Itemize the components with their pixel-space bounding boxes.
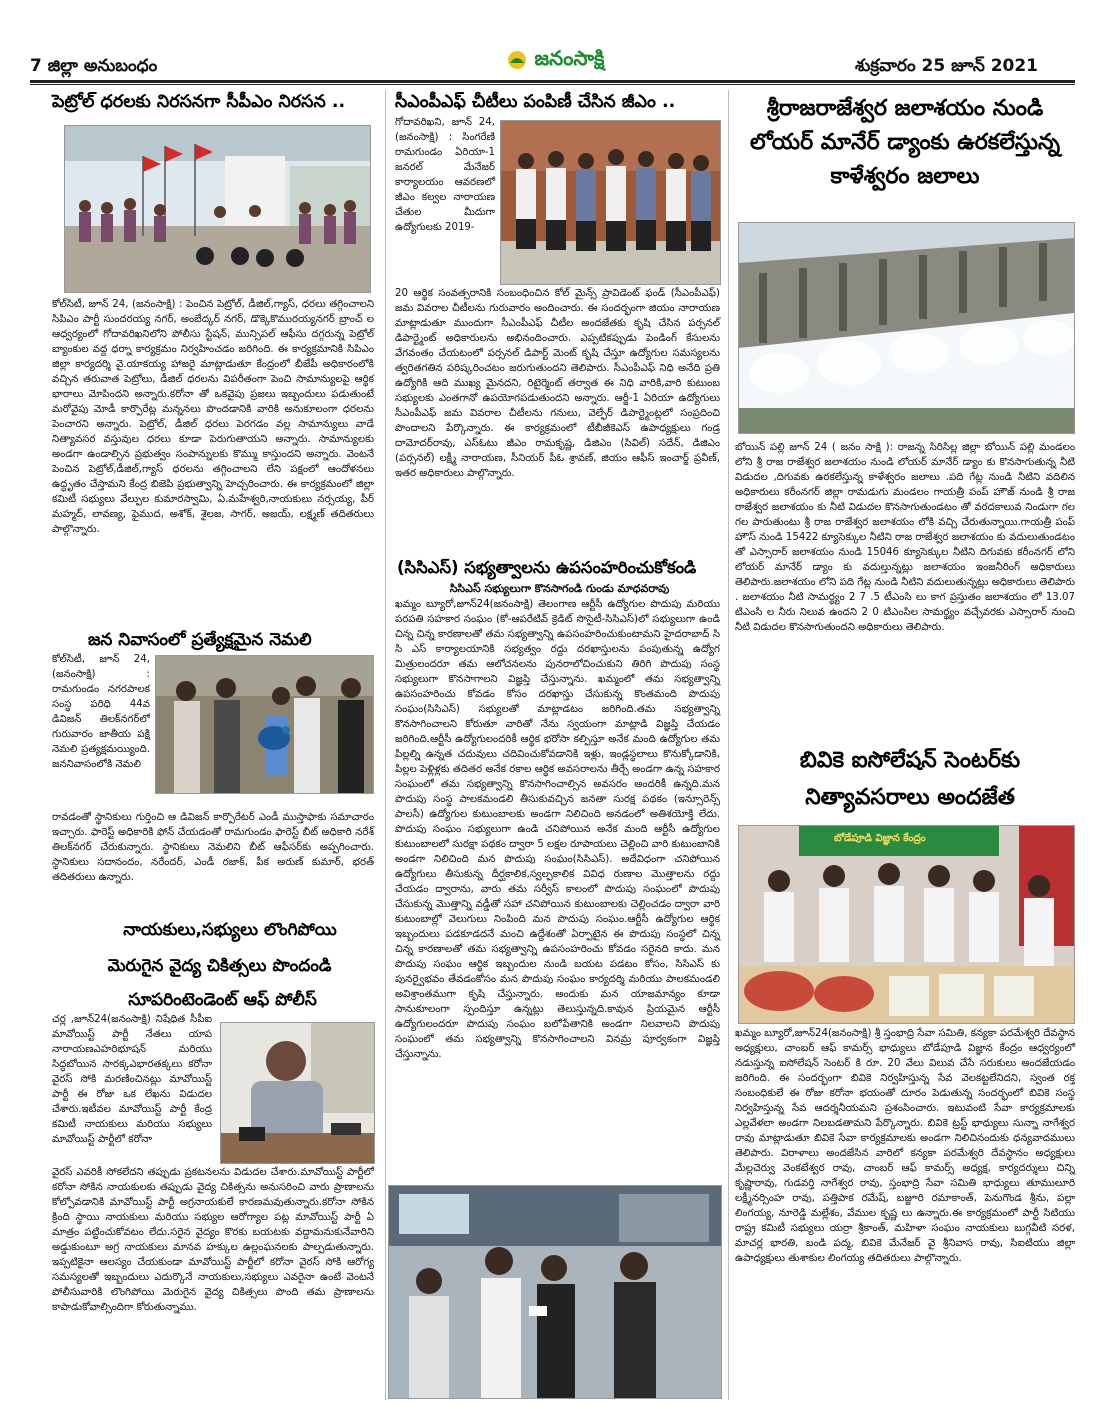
masthead-emblem-icon: [506, 49, 528, 71]
column-divider-1: [385, 90, 386, 1400]
story4-photo: [155, 655, 374, 794]
story3-headline: శ్రీరాజరాజేశ్వర జలాశయం నుండి లోయర్ మానేర్ డ్యాంకు ఉరకలేస్తున్న కాళేశ్వరం జలాలు: [750, 96, 1060, 190]
story6-headline: బివికె ఐసోలేషన్ సెంటర్‌కు నిత్యావసరాలు అందజేత: [799, 748, 1021, 811]
story2-photo: [500, 120, 721, 285]
story2-lead: గోదావరిఖని, జూన్ 24, (జనంసాక్షి) : సింగరేణి రామగుండం ఏరియా-1 జనరల్ మేనేజర్ కార్యాలయం ఆవరణలో జీఎం కల్వల నారాయణ చేతుల మీదుగా ఉద్యోగులకు 2019-: [395, 117, 495, 233]
story4-body: రావడంతో స్థానికులు గుర్తించి ఆ డివిజన్ కార్పొరేటర్ ఎండీ ముస్తాఫాకు సమాచారం ఇచ్చారు. ఫారెస్ట్ అధికారికి ఫోన్ చేయడంతో రామగుండం ఫారెస్ట్ బీట్ అధికారి నరేశ్ తిలక్‌నగర్ చేరుకున్నారు. స్థానికులు నెమలిని బీట్ ఆఫీసర్‌కు అప్పగించారు. స్థానికులు సదానందం, నరేందర్, ఎండీ రజాక్, పీక అరుణ్ కుమార్, భరత్ తదితరులు ఉన్నారు.: [52, 812, 374, 883]
masthead-logo: [495, 46, 615, 76]
story1-headline: పెట్రోల్ ధరలకు నిరసనగా సీపీఎం నిరసన ..: [52, 92, 346, 112]
story2-headline: సీఎంపీఎఫ్ చీటీలు పంపిణీ చేసిన జీఎం ..: [395, 92, 676, 112]
story2-body: 20 ఆర్థిక సంవత్సరానికి సంబంధించిన కోల్ మైన్స్ ప్రావిడెంట్ ఫండ్ (సీఎంపీఎఫ్) జమ వివరాల చీటీలను గురువారం అందించారు. ఈ సందర్భంగా జియం నారాయణ మాట్లాడుతూ ముందుగా సీఎంపీఎఫ్ చీటీల అందజేతకు కృషి చేసిన పర్సనల్ డిపార్ట్మెంట్ అధికారులను అభినందించారు. ఎప్పటికప్పుడు పెండింగ్ కేసులను వేగవంతం చేయటంలో పర్సనల్ డిపార్ట్ మెంట్ కృషి చేస్తూ ఉద్యోగుల సమస్యలను త్వరితగతిన పరిష్కరించటం జరుగుతుందని తెలిపారు. సీఎంపీఎఫ్ నిధి అనేది ప్రతి ఉద్యోగికి ఆది ముఖ్య మైనదని, రిటైర్మెంట్ తర్వాత ఈ నిధి వారికి,వారి కుటుంబ సభ్యులకు ఎంతగానో ఉపయోగపడుతుందని అన్నారు. ఆర్జీ-1 ఏరియా ఉద్యోగులు సీఎంపీఎఫ్ జమ వివరాల చీటీలను గనులు, వెల్ఫేర్ డిపార్ట్మెంట్లలో సంప్రదించి పొందాలని పేర్కొన్నారు. ఈ కార్యక్రమంలో టీబీజీకెఎస్ ఉపాధ్యక్షులు గండ్ర దామోదర్‌రావు, ఎస్ఓటు జీఎం రామకృష్ణ, డిజిఎం (సివిల్) సదేన్, డిజిఎం (పర్సనల్) లక్ష్మీ నారాయణ, సీనియర్ పీఓ శ్రావణ్, జియం ఆఫీస్ ఇంచార్జ్ ప్రవీణ్, ఇతర అధికారులు పాల్గొన్నారు.: [395, 288, 720, 479]
header-rule-thin: [30, 84, 1075, 85]
story5-headline: (సిసిఎస్) సభ్యత్వాలను ఉపసంహరించుకోకండి: [397, 558, 697, 577]
header-rule: [30, 80, 1075, 83]
story3-body: బోయిన్ పల్లి జూన్ 24 ( జనం సాక్షి ): రాజన్న సిరిసిల్ల జిల్లా బోయిన్ పల్లి మండలం లోని శ్రీ రాజ రాజేశ్వర జలాశయం నుండి లోయర్ మానేర్ డ్యాం కు కొనసాగుతున్న నీటి విడుదల ,దిగువకు ఉరకలేస్తున్న కాళేశ్వరం జలాలు .పది గేట్ల నుండి నీటిని వదిలిన అధికారులు కరీంనగర్ జిల్లా రామడుగు మండలం గాయత్రీ పంప్ హౌజ్ నుండి శ్రీ రాజ రాజేశ్వర జలాశయం కు నీటి విడుదల కొనసాగుతుండటం తో వరదకాలువ నిండుగా గల గల పారుతుంటు శ్రీ రాజ రాజేశ్వర జలాశయం లోకి వచ్చి చేరుతున్నాయి.గాయత్రీ పంప్ హౌస్ నుండి 15422 క్యూసెక్కుల నీటిని రాజ రాజేశ్వర జలాశయం కు వదులుతుండటం తో ఎస్సారార్ జలాశయం నుండి 15046 క్యూసెక్కుల నీటిని దిగువకు కరీంనగర్ లోని లోయర్ మానేర్ డ్యాం కు వదుల్తున్నట్లు జలాశయం ఇంజనీరింగ్ అధికారులు తెలిపారు.జలాశయం లోని పది గేట్ల నుండి నీటిని వదులుతున్నట్లు అధికారులు తెలిపారు . జలాశయం నీటి సామర్థ్యం 2 7 .5 టీఎంసి లు కాగ ప్రస్తుతం జలాశయం లో 13.07 టిఎంసి ల నీరు నిలువ ఉందని 2 0 టిఎంసిల సామర్థ్యం వచ్చేవరకు ఎస్సారార్ నుంచి నీటి విడుదల కొనసాగుతుందని అధికారులు తెలిపారు.: [735, 442, 1075, 633]
story6-body: ఖమ్మం బ్యూరో,జూన్24(జనంసాక్షి) శ్రీ స్తంభాద్రి సేవా సమితి, కన్యకా పరమేశ్వరి దేవస్థాన అధ్యక్షులు, చాంబర్ ఆఫ్ కామర్స్ భాధ్యులు బోడేపూడి విజ్ఞాన కేంద్రం ఆధ్వర్యంలో నడుస్తున్న ఐసోలేషన్ సెంటర్ కి రూ. 20 వేలు విలువ చేసే సరుకులు అందజేయడం జరిగింది. ఈ సందర్భంగా బివికె నిర్వహిస్తున్న సేవ వెలకట్టలేనిదని, స్వంత రక్త సంబంధికులే ఈ రోజు కరోనా భయంతో దూరం పెడుతున్న సందర్భంలో బివికె సంస్థ నిర్వహిస్తున్న సేవ ఆదర్శనీయమని ప్రశంసించారు. ఇటువంటి సేవా కార్యక్రమాలకు ఎల్లవేళలా అండగా నిలబడతామని పేర్కొన్నారు. బివికె ట్రస్ట్ భాధ్యులు సున్నా నాగేశ్వర రావు మాట్లాడుతూ బివికె సేవా కార్యక్రమాలకు అండగా నిలిచినందుకు ధన్యవాదములు తెలిపారు. విరాళాలు అందజేసిన వారిలో కన్యకా పరమేశ్వరి దేవస్థానం అధ్యక్షులు మేల్లచెర్వు వెంకటేశ్వర రావు, చాంబర్ ఆఫ్ కామర్స్ అధ్యక్ష, కార్యదర్శులు చిన్ని కృష్ణారావు, గుడవర్తి నాగేశ్వర రావు, స్తంభాద్రి సేవా సమితి భాధ్యులు తూములూరి లక్ష్మీనర్సింహ రావు, పత్తిపాక రమేష్, బజ్జూరి రమాకాంత్, పెనుగొండ శ్రీను, పల్లా లింగయ్య, నూరెడ్డి మల్లేశం, వేముల కృష్ణ లు ఉన్నారు.ఈ కార్యక్రమంలో పార్టీ సిటియు రాష్ట్ర కమిటీ సభ్యులు యర్రా శ్రీకాంత్, మహిళా సంఘం నాయకులు బుగ్గవీటి సరళ, మాచర్ల భారతి, బండి పద్మ, బివికె మేనేజర్ వై శ్రీనివాస రావు, సిఐటియు జిల్లా ఉపాధ్యక్షులు తుశాకుల లింగయ్య తదితరులు పాల్గొన్నారు.: [735, 1028, 1075, 1264]
issue-date: శుక్రవారం 25 జూన్ 2021: [855, 56, 1039, 76]
story1-body: కోల్‌సిటీ, జూన్ 24, (జనంసాక్షి) : పెంచిన పెట్రోల్, డీజిల్,గ్యాస్, ధరలు తగ్గించాలని సిపిఎం పార్టీ సుందరయ్య నగర్, అంబేద్కర్ నగర్, డొక్కెకొమురయ్యనగర్ బ్రాంచ్ ల ఆధ్వర్యంలో గోదావరిఖనిలోని పోలీసు స్టేషన్, మున్సిపల్ ఆఫీసు దగ్గరున్న పెట్రోల్ బ్యాంకుల వద్ద ధర్నా కార్యక్రమం నిర్వహించడం జరిగింది. ఈ కార్యక్రమానికి సిపిఎం జిల్లా కార్యదర్శి వై.యాకయ్య హాజరై మాట్లాడుతూ కేంద్రంలో బీజేపీ అధికారంలోకి వచ్చిన తరువాత పెట్రోలు, డీజిల్ ధరలను విపరీతంగా పెంచి సామాన్యులపై ఆర్థిక భారాలు మోపిందని అన్నారు.కరోనా తో ఒకవైపు ప్రజలు ఇబ్బందులు పడుతుంటే మరోవైపు మోడీ కార్పొరేట్ల మన్ననలు పొందడానికి వారికి అనుకూలంగా ధరలను పెంచారని అన్నారు. పెట్రోల్, డీజిల్ ధరలు పెరగడం వల్ల సామాన్యులు వాడే నిత్యావసర వస్తువుల ధరలు కూడా పెరుగుతాయని అన్నారు. సామాన్యులకు అండగా ఉండాల్సిన ప్రభుత్వం సంపాన్నులకు కొమ్ము కాస్తుందని అన్నారు. వెంటనే పెంచిన పెట్రోల్,డీజిల్,గ్యాస్ ధరలను తగ్గించాలని లేని పక్షంలో ఆందోళనలు ఉద్ధృతం చేస్తామని కేంద్ర బిజెపి ప్రభుత్వాన్ని హెచ్చరించారు. ఈ కార్యక్రమంలో జిల్లా కమిటీ సభ్యులు వేల్పుల కుమారస్వామి, ఏ.మహేశ్వరి,నాయకులు నర్సయ్య, పీర్ మహ్మద్, లావణ్య, ఫైముద, అశోక్, శైలజ, సాగర్, అజయ్, లక్ష్మణ్ తదితరులు పాల్గొన్నారు.: [52, 299, 374, 535]
story3-photo: [738, 222, 1075, 434]
story4-headline: జన నివాసంలో ప్రత్యేక్షమైన నెమలి: [88, 630, 312, 650]
story7-headline-line3: సూపరింటెండెంట్ ఆఫ్ పోలీస్: [128, 990, 317, 1010]
story5-photo: [388, 1185, 722, 1399]
story7-headline-line2: మెరుగైన వైద్య చికిత్సలు పొందండి: [107, 956, 332, 976]
story5-subhead: సిసిఎస్ సభ్యులుగా కొనసాగండి గుండు మాధవరావు: [449, 582, 670, 595]
story6-banner-text: బోడేపూడి విజ్ఞాన కేంద్రం: [834, 833, 926, 844]
story7-headline-line1: నాయకులు,సభ్యులు లొంగిపోయి: [123, 920, 337, 940]
column-divider-2: [728, 90, 729, 1400]
story4-lead: కోల్‌సిటీ, జూన్ 24, (జనంసాక్షి) : రామగుండం నగరపాలక సంస్థ పరిధి 44వ డివిజన్ తిలక్‌నగర్‌లో గురువారం జాతీయ పక్షి నెమలి ప్రత్యక్షమయ్యింది. జననివాసంలోకి నెమలి: [52, 654, 150, 770]
story5-body: ఖమ్మం బ్యూరో,జూన్24(జనంసాక్షి) తెలంగాణ ఆర్టీసీ ఉద్యోగుల పొదుపు మరియు పరపతి సహకార సంఘం (కో-ఆపరేటివ్ క్రెడిట్ సొసైటీ-సిసిఎస్)లో సభ్యులుగా ఉండి చిన్న చిన్న కారణాలతో తమ సభ్యత్వాన్ని ఉపసంహరించుకుంటామని హైదరాబాద్ సి సి ఎస్ కార్యాలయానికి సభ్యత్వం రద్దు దరఖాస్తులను పంపుతున్న ఉద్యోగ మిత్రులందరూ తమ ఆలోచనలను పునరాలోచించుకుని తిరిగి పొదుపు సంస్థ సభ్యులుగా కొనసాగాలని విజ్ఞప్తి చేస్తున్నాను. ఖమ్మంలో తమ సభ్యత్వాన్ని ఉపసంహరించు కోవడం కోసం దరఖాస్తు చేసుకున్న కొంతమంది పొదుపు సంఘం(సిసిఎస్) సభ్యులతో మాట్లాడటం జరిగింది.తమ సభ్యత్వాన్ని కొనసాగించాలని కోరుతూ వారితో నేను స్వయంగా మాట్లాడి విజ్ఞప్తి చేయడం జరిగింది.ఆర్టీసీ ఉద్యోగులందరికీ ఆర్థిక భరోసా కల్పిస్తూ అనేక మంది ఉద్యోగుల తమ పిల్లల్ని ఉన్నత చదువులు చదివించుకోవడానికి ఇళ్లు, ఇండ్లస్థలాలు కొనుక్కోడానికి, పిల్లల పెళ్లిళ్లకు తదితర అనేక రకాల ఆర్థిక అవసరాలను తీర్చే అండగా ఉన్న సహకార సంఘంలో తమ సభ్యత్వాన్ని కొనసాగించాల్సిన అవసరం అందరికీ ఉన్నది.మన పొదుపు సంస్థ పాలకమండలి తీసుకువచ్చిన జనతా సురక్ష పథకం (ఇన్సూరెన్స్ పాలసీ) ఉద్యోగుల కుటుంబాలకు అండగా నిలిచింది అనడంలో అతిశయోక్తి లేదు. పొదుపు సంఘం సభ్యులుగా ఉండి చనిపోయిన అనేక మంది ఆర్టీసీ ఉద్యోగుల కుటుంబాలలో సురక్షా పథకం ద్వారా 5 లక్షల రూపాయలు చెల్లించి వారి కుటుంబానికి అండగా నిలిచింది మన పొదుపు సంఘం(సిసిఎస్). అదేవిధంగా చనిపోయిన ఉద్యోగులు తీసుకున్న దీర్ఘకాలిక,స్వల్పకాలిక వివిధ రుణాల మొత్తాలను రద్దు చేయడం ద్వారాను, వారు తమ సర్వీస్ కాలంలో పొదుపు సంఘంలో పొదుపు చేసుకున్న మొత్తాన్ని వడ్డీతో సహా చనిపోయిన కుటుంబాలకు చెల్లించడం ద్వారా వారి కుటుంబాల్లో వెలుగులు నింపింది మన పొదుపు సంఘం.ఆర్టీసీ ఉద్యోగుల ఆర్థిక ఇబ్బందులు పడకూడదనే మంచి ఉద్దేశంతో ఏర్పాటైన ఈ పొదుపు సంస్థలో చిన్న చిన్న కారణాలతో తమ సభ్యత్వాన్ని ఉపసంహరించు కోవడం సరైనది కాదు. మన పొదుపు సంఘం ఆర్థిక ఇబ్బందుల నుండి బయట పడటం కోసం, సిసిఎస్ కు పునర్వైభవం తేవడంకోసం మన పొదుపు సంఘం కార్యదర్శి మరియు పాలకమండలి అవిశ్రాంతముగా కృషి చేస్తున్నారు. అందుకు మన యాజమాన్యం కూడా సానుకూలంగా స్పందిస్తూ ఉన్నట్లు తెలుస్తున్నది.కావున ప్రియమైన ఆర్టీసీ ఉద్యోగులందరూ పొదుపు సంఘం బలోపేతానికి అండగా నిలవాలని పొదుపు సంఘంలో తమ సభ్యత్వాన్ని కొనసాగించాలని వినమ్ర పూర్వకంగా విజ్ఞప్తి చేస్తున్నాను.: [395, 599, 720, 1060]
page-label: 7 జిల్లా అనుబంధం: [30, 56, 158, 76]
masthead-text: జనంసాక్షి: [534, 46, 605, 70]
story7-lead: చర్ల ,జూన్24(జనంసాక్షి) నిషేధిత సీపీఐ మావోయిస్ట్ పార్టీ నేతలు యాప నారాయణఎహరిభూషన్ మరియు సిద్ధబోయిన సారక్కఎభారతక్కలు కరోనా వైరస్ సోకి మరణించినట్లు మావోయిస్ట్ పార్టీ ఈ రోజు ఒక లేఖను విడుదల చేశారు.ఇటీవల మావోయిస్ట్ పార్టీ కేంద్ర కమిటీ నాయకులు మరియు సభ్యులు మావోయిస్ట్ పార్టీలో కరోనా: [52, 1014, 212, 1145]
story1-photo: [64, 125, 371, 293]
story7-body: వైరస్ ఎవరికీ సోకలేదని తప్పుడు ప్రకటనలను విడుదల చేశారు.మావోయిస్ట్ పార్టీలో కరోనా సోకిన నాయకులకు తప్పుడు వైద్య చికిత్సను అనుసరించి వారు ప్రాణాలను కోల్పోవడానికి మావోయిస్ట్ పార్టీ అగ్రనాయకులే కారణమవుతున్నారు.కరోనా సోకిన క్రింది స్థాయి నాయకులు మరియు సభ్యుల ఆరోగ్యాల పట్ల మావోయిస్ట్ పార్టీ ఏ మాత్రం పట్టించుకోవటం లేదు.సరైన వైద్యం కొరకు బయటకు వద్దామనుకునేవారిని అడ్డుకుంటూ అగ్ర నాయకులు మానవ హక్కుల ఉల్లంఘనలకు పాల్పడుతున్నారు. ఇప్పటికైనా ఆలస్యం చేయకుండా మావోయిస్ట్ పార్టీలో కరోనా వైరస్ సోకి ఆరోగ్య సమస్యలతో ఇబ్బందులు ఎదుర్కొనే నాయకులు,సభ్యులు ఎవరైనా ఉంటే వెంటనే పోలీసువారికి లొంగిపోయి మెరుగైన వైద్య చికిత్సలు పొంది తమ ప్రాణాలను కాపాడుకోవాల్సిందిగా కోరుతున్నాము.: [52, 1167, 374, 1313]
story7-photo: [220, 1022, 375, 1164]
story6-photo: [738, 825, 1075, 1024]
